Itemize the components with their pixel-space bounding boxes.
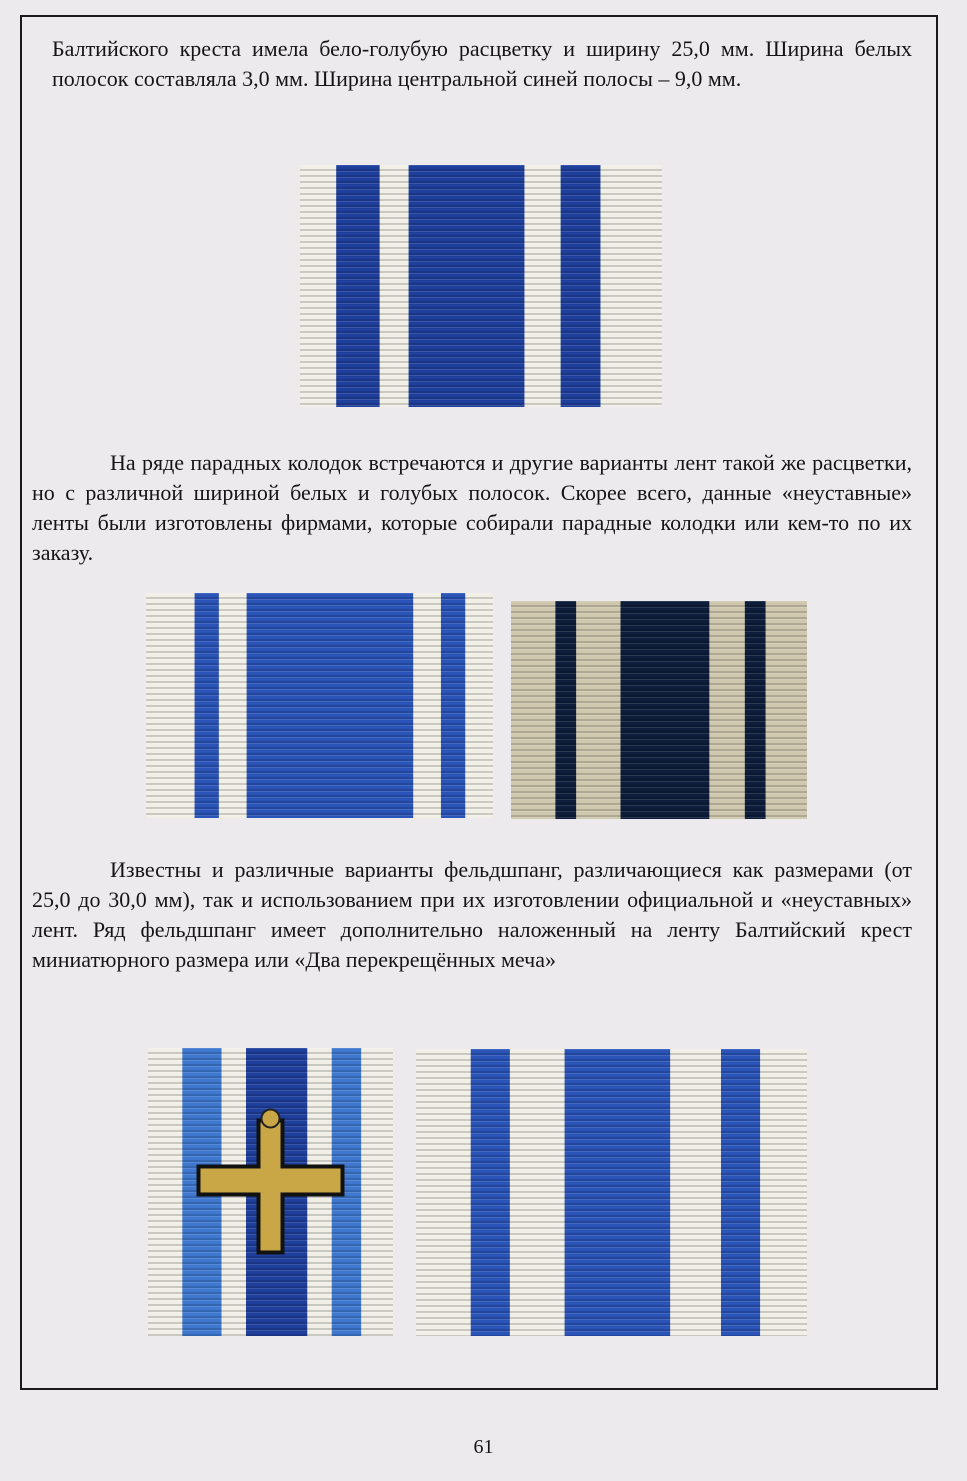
ribbon-rib-texture [416,1049,807,1336]
variant-ribbon-dark-photo [511,601,807,819]
variant-ribbon-wide-blue-photo [146,593,493,818]
feldspange-plain-photo-svg [416,1049,807,1336]
official-ribbon-photo [300,165,662,407]
paragraph-ribbon-variants: На ряде парадных колодок встречаются и другие варианты лент такой же расцветки, но с различной шириной белых и голубых полосок. Скорее всего, данные «неуставные» ленты были изготовлены фирмами, которые собирали парадные колодки или кем-то по их заказу. [32,450,912,565]
variant-ribbon-dark-photo-svg [511,601,807,819]
variant-ribbon-wide-blue-photo-svg [146,593,493,818]
ribbon-rib-texture [146,593,493,818]
page-number: 61 [473,1436,494,1458]
feldspange-with-cross-photo [148,1048,393,1336]
paragraph-ribbon-description: Балтийского креста имела бело-голубую расцветку и ширину 25,0 мм. Ширина белых полосок составляла 3,0 мм. Ширина центральной синей полосы – 9,0 мм. [52,36,912,91]
ribbon-rib-texture [511,601,807,819]
feldspange-plain-photo [416,1049,807,1336]
paragraph-feldspange-variants: Известны и различные варианты фельдшпанг, различающиеся как размерами (от 25,0 до 30,0 мм), так и использованием при их изготовлении официальной и «неуставных» лент. Ряд фельдшпанг имеет дополнительно наложенный на ленту Балтийский крест миниатюрного размера или «Два перекрещённых меча» [32,857,912,972]
feldspange-with-cross-photo-svg [148,1048,393,1336]
official-ribbon-photo-svg [300,165,662,407]
ribbon-rib-texture [300,165,662,407]
